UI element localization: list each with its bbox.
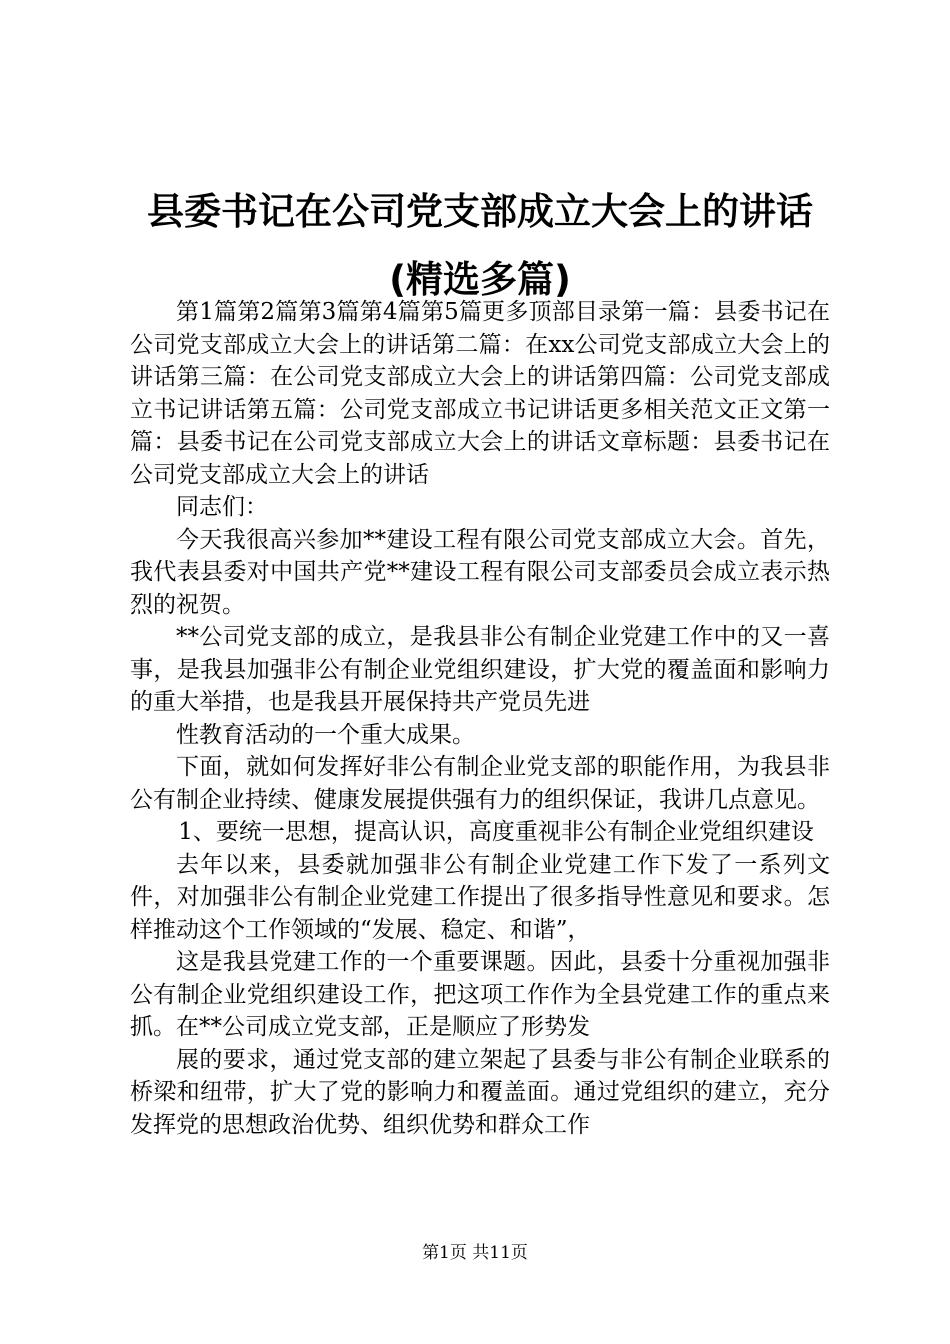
page-number-footer: 第1页 共11页 — [422, 1243, 528, 1263]
body-paragraph: 去年以来，县委就加强非公有制企业党建工作下发了一系列文件，对加强非公有制企业党建工作提出了很多指导性意见和要求。怎样推动这个工作领域的“发展、稳定、和谐”， — [130, 851, 830, 943]
body-paragraph: 这是我县党建工作的一个重要课题。因此，县委十分重视加强非公有制企业党组织建设工作，把这项工作作为全县党建工作的重点来抓。在**公司成立党支部，正是顺应了形势发 — [130, 949, 830, 1040]
body-paragraph: 下面，就如何发挥好非公有制企业党支部的职能作用，为我县非公有制企业持续、健康发展提供强有力的组织保证，我讲几点意见。 — [130, 754, 830, 813]
document-body — [130, 296, 830, 1141]
section-heading-paragraph: 1、要统一思想，提高认识，高度重视非公有制企业党组织建设 — [178, 819, 814, 845]
body-paragraph: 性教育活动的一个重大成果。 — [176, 721, 475, 748]
body-paragraph: 展的要求，通过党支部的建立架起了县委与非公有制企业联系的桥梁和纽带，扩大了党的影响力和覆盖面。通过党组织的建立，充分发挥党的思想政治优势、组织优势和群众工作 — [130, 1046, 830, 1138]
body-paragraph: **公司党支部的成立，是我县非公有制企业党建工作中的又一喜事，是我县加强非公有制企业党组织建设，扩大党的覆盖面和影响力的重大举措，也是我县开展保持共产党员先进 — [130, 624, 830, 715]
salutation-paragraph: 同志们： — [176, 494, 268, 520]
table-of-contents-paragraph: 第1篇第2篇第3篇第4篇第5篇更多顶部目录第一篇：县委书记在公司党支部成立大会上的讲话第二篇：在xx公司党支部成立大会上的讲话第三篇：在公司党支部成立大会上的讲话第四篇：公司党支部成立书记讲话第五篇：公司党支部成立书记讲话更多相关范文正文第一篇：县委书记在公司党支部成立大会上的讲话文章标题：县委书记在公司党支部成立大会上的讲话 — [130, 299, 830, 488]
document-title: 县委书记在公司党支部成立大会上的讲话(精选多篇) — [147, 190, 813, 301]
body-paragraph: 今天我很高兴参加**建设工程有限公司党支部成立大会。首先，我代表县委对中国共产党**建设工程有限公司支部委员会成立表示热烈的祝贺。 — [130, 526, 830, 618]
